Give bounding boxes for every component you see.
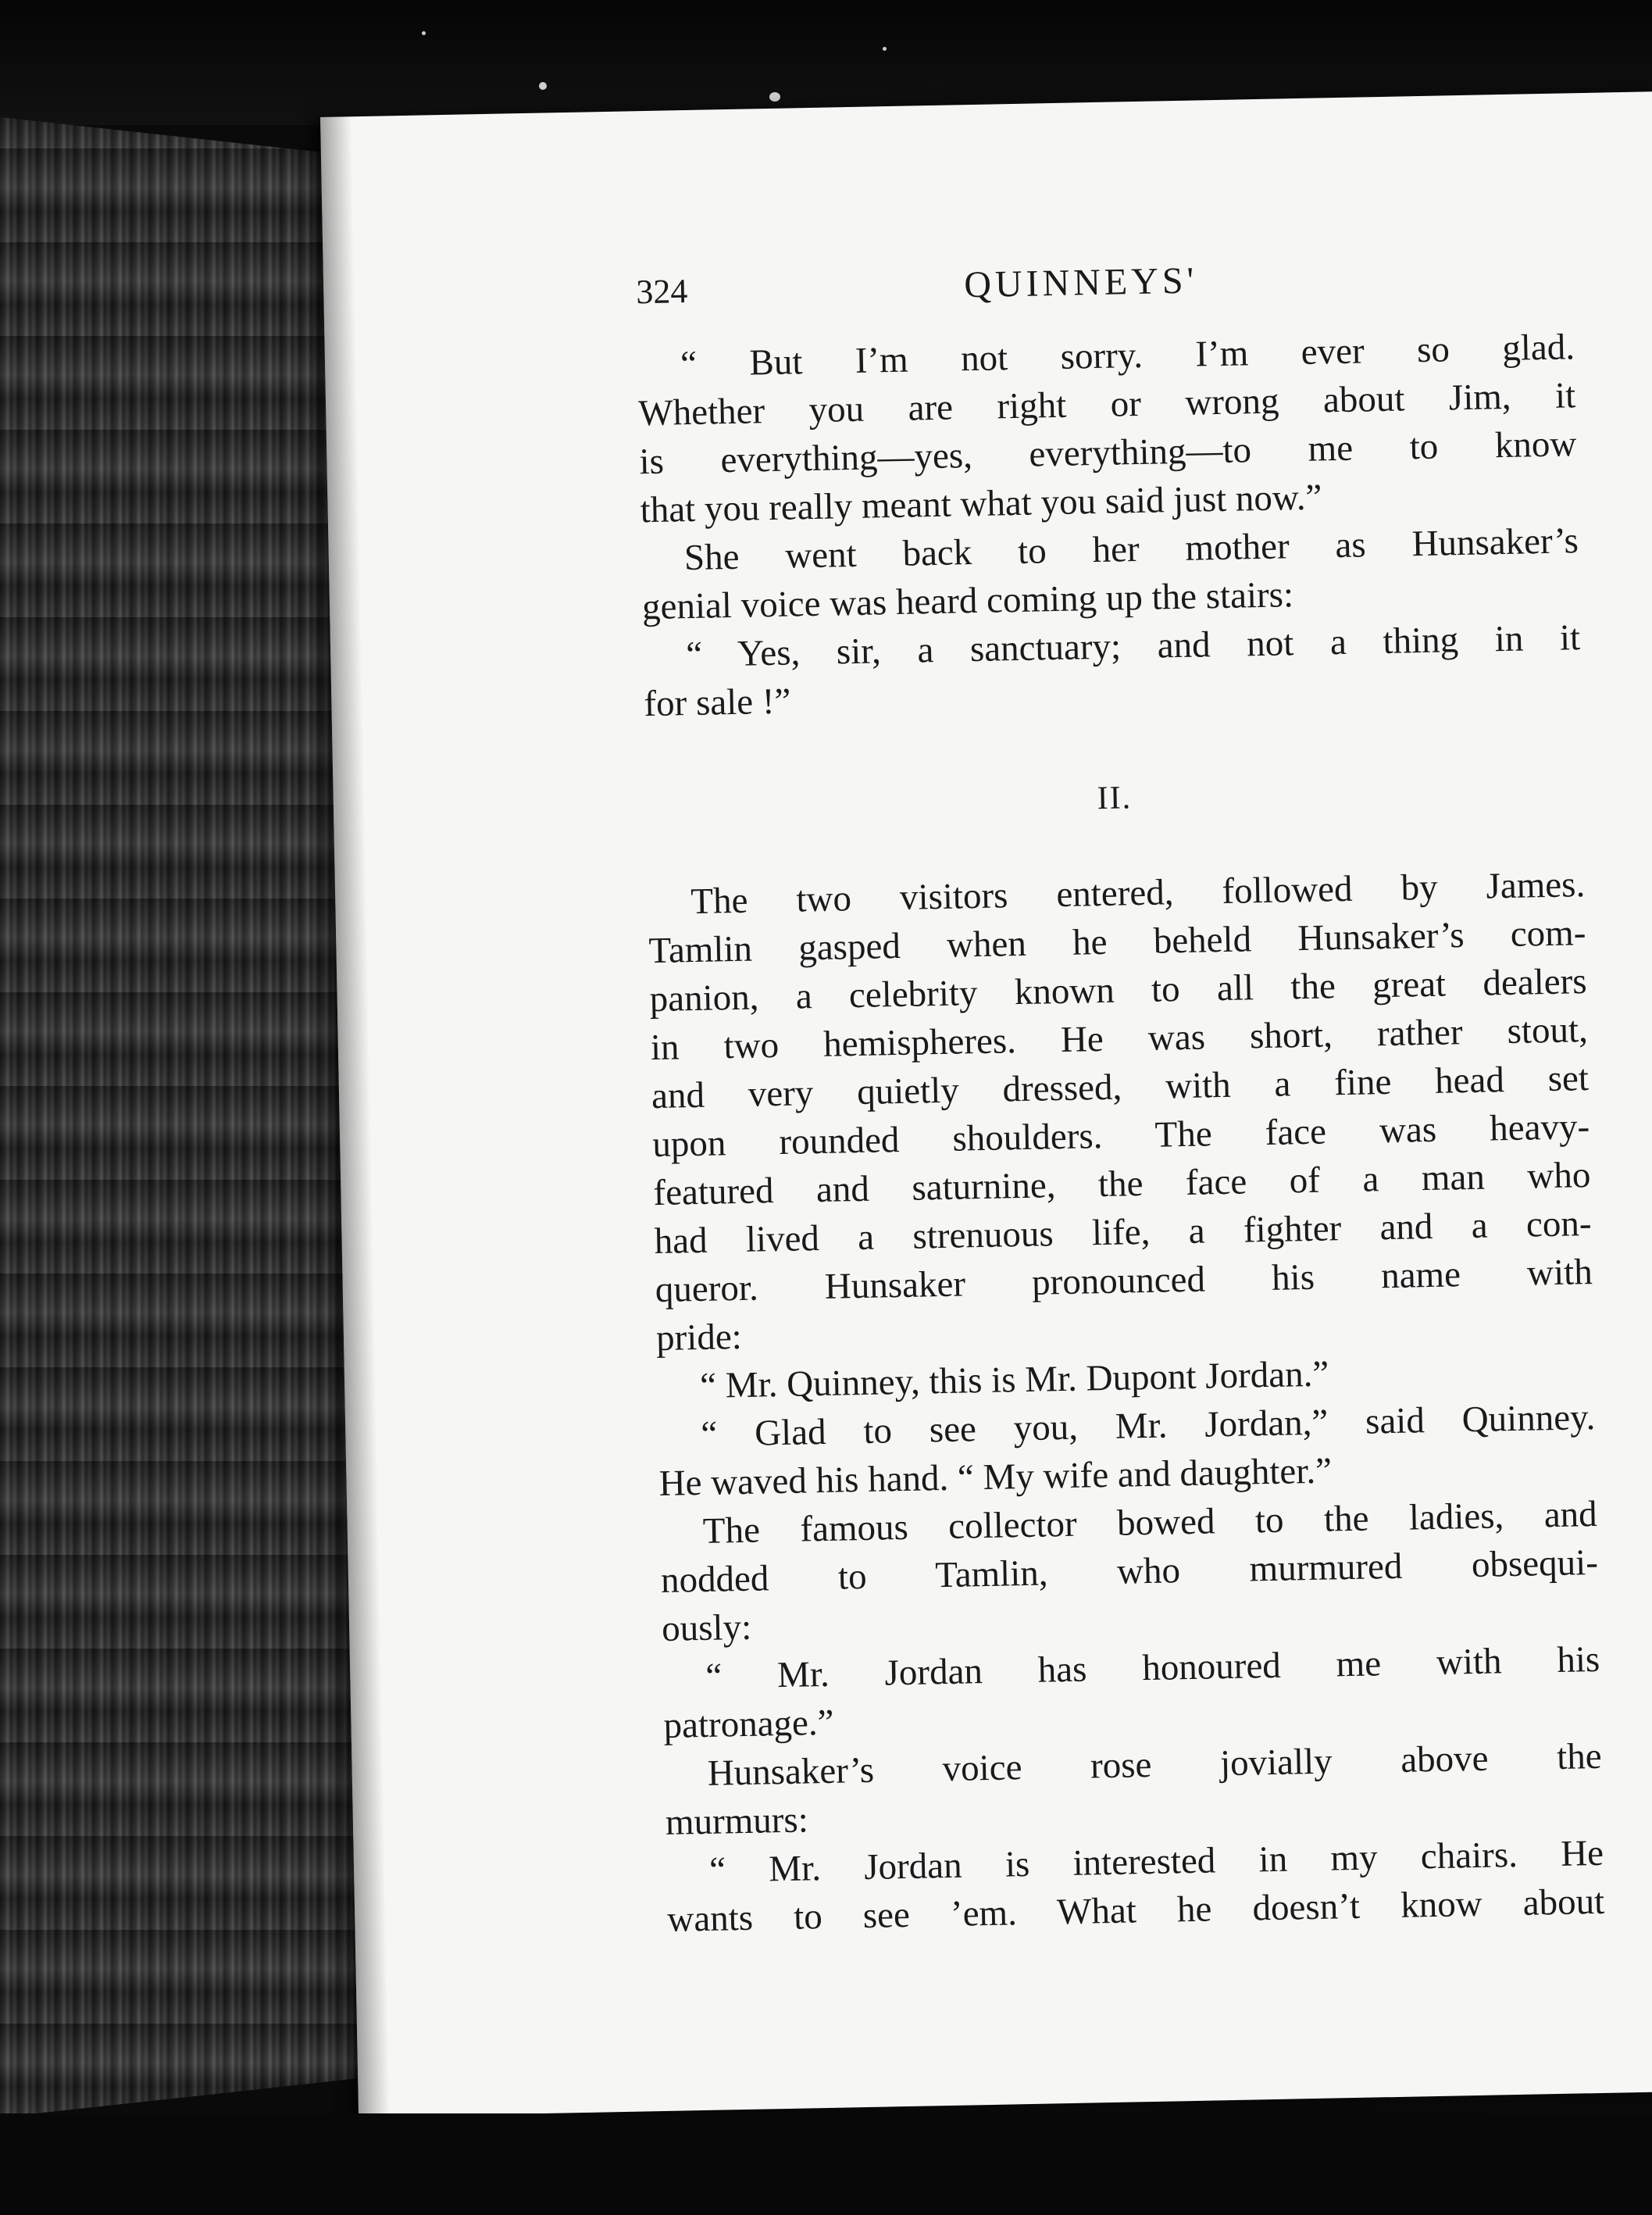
text-line: pride: [655,1316,743,1359]
paragraph [662,1635,1601,1750]
text-line: “ Mr. Quinney, this is Mr. Dupont Jordan.” [699,1353,1329,1406]
book-title: QUINNEYS' [963,259,1198,306]
scanner-background-bottom [0,2113,1652,2215]
text-line: murmurs: [665,1799,809,1843]
text-line: wants to see ’em. What he doesn’t know about [666,1881,1605,1940]
paragraph [640,516,1579,631]
text-line: that you really meant what you said just now.” [640,477,1322,531]
paragraph [658,1393,1597,1508]
text-line: Hunsaker’s voice rose jovially above the [707,1735,1603,1794]
text-line: Tamlin gasped when he beheld Hunsaker’s com- [648,913,1586,972]
text-line: and very quietly dressed, with a fine head set [651,1058,1590,1117]
text-line: Whether you are right or wrong about Jim, it [637,375,1576,434]
paragraph [648,860,1594,1363]
text-line: “ Glad to see you, Mr. Jordan,” said Quinney. [700,1396,1596,1455]
paragraph [643,613,1582,728]
text-line: “ Mr. Jordan is interested in my chairs. He [708,1832,1604,1891]
dust-speck [883,47,887,51]
running-head [636,249,1575,338]
dust-speck [539,82,547,90]
text-line: ously: [661,1606,752,1649]
paragraph [637,323,1579,534]
text-line: is everything—yes, everything—to me to know [639,423,1577,483]
text-line: panion, a celebrity known to all the great dealers [649,961,1588,1020]
paragraphs-after-section [648,860,1605,1944]
text-line: The famous collector bowed to the ladies, and [702,1493,1598,1552]
paragraphs-before-section [637,323,1582,728]
text-line: “ But I’m not sorry. I’m ever so glad. [680,327,1575,385]
page-text [636,249,1605,1944]
text-line: patronage.” [663,1702,834,1746]
page-number: 324 [635,272,688,312]
paragraph [666,1829,1605,1944]
book-fore-edge [0,117,367,2117]
text-line: had lived a strenuous life, a fighter and a con- [654,1203,1592,1263]
text-line: featured and saturnine, the face of a man who [653,1155,1591,1214]
text-line: nodded to Tamlin, who murmured obsequi- [660,1542,1599,1601]
text-line: The two visitors entered, followed by James. [690,864,1586,923]
text-line: genial voice was heard coming up the stairs: [641,574,1294,628]
dust-speck [422,31,426,35]
text-line: “ Yes, sir, a sanctuary; and not a thing in it [685,617,1581,676]
dust-speck [769,92,780,102]
paragraph [664,1732,1603,1847]
text-line: upon rounded shoulders. The face was heavy- [651,1106,1590,1166]
paragraph [659,1490,1599,1653]
text-line: queror. Hunsaker pronounced his name with [655,1252,1593,1311]
book-page [320,91,1652,2117]
text-line: He waved his hand. “ My wife and daughter.” [658,1450,1333,1504]
text-line: She went back to her mother as Hunsaker’s [683,520,1579,579]
text-line: “ Mr. Jordan has honoured me with his [705,1638,1600,1697]
section-number: II. [1097,780,1133,817]
text-line: in two hemispheres. He was short, rather stout, [650,1009,1589,1069]
text-line: for sale !” [643,681,791,725]
